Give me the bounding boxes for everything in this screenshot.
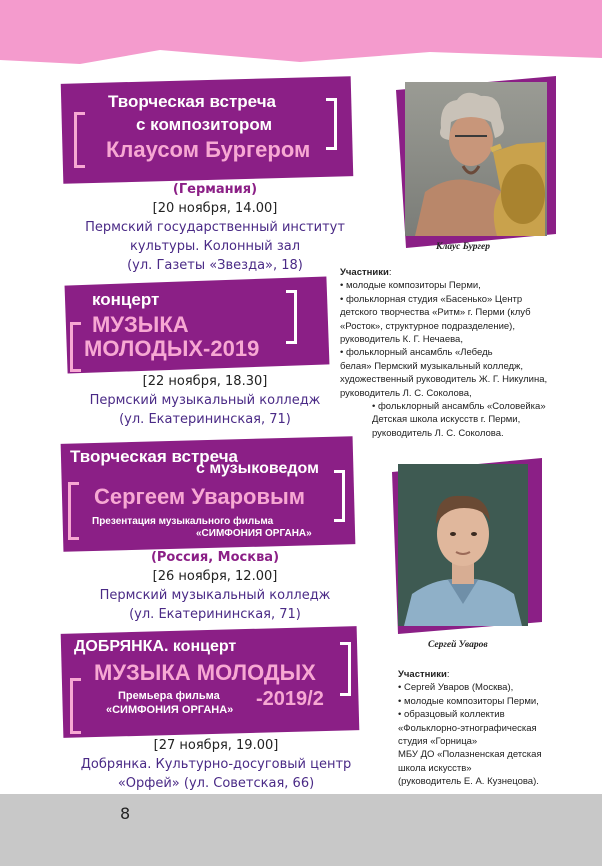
event4-film2: «СИМФОНИЯ ОРГАНА» [106,704,234,716]
participants1-item: белая» Пермский музыкальный колледж, [340,360,524,372]
participants2-item: • Сергей Уваров (Москва), [398,682,514,694]
event3-name: Сергеем Уваровым [94,484,306,509]
event3-country: (Россия, Москва) [150,550,280,565]
event4-title1: МУЗЫКА МОЛОДЫХ [94,660,316,685]
event1-bracket-left [74,112,85,168]
footer-band [0,794,602,866]
event4-bracket-right [340,642,351,696]
participants1-item: Детская школа искусств г. Перми, [372,414,521,426]
photo-sergei-uvarov [398,464,528,626]
participants1-item: руководитель Л. С. Соколова. [372,427,504,439]
event4-bracket-left [70,678,81,734]
event2-bracket-left [70,322,81,372]
event3-line1: Творческая встреча [70,447,239,466]
event2-title2: МОЛОДЫХ-2019 [84,336,260,361]
portrait-photo [398,464,528,626]
participants1-item: художественный руководитель Ж. Г. Никулина, [340,374,548,386]
event4-line1: ДОБРЯНКА. концерт [74,638,237,655]
photo2-caption: Сергей Уваров [428,640,488,650]
event1-datetime: [20 ноября, 14.00] [152,201,278,216]
event3-address: (ул. Екатерининская, 71) [129,607,301,622]
participants1-item: детского творчества «Ритм» г. Перми (клуб [340,307,531,319]
event1-line2: с композитором [136,115,273,134]
event2-venue1: Пермский музыкальный колледж [89,393,321,408]
participants2-item: (руководитель Е. А. Кузнецова). [398,776,539,788]
event2-datetime: [22 ноября, 18.30] [142,374,268,389]
event1-address: (ул. Газеты «Звезда», 18) [127,258,303,273]
top-decor-band [0,0,602,80]
event2-line1: концерт [92,290,160,309]
photo1-caption: Клаус Бургер [436,242,490,252]
participants1-item: «Росток», структурное подразделение), [340,320,515,332]
photo-klaus-burger [405,82,547,236]
event1-country: (Германия) [172,182,258,197]
event3-line2: с музыковедом [196,460,319,477]
participants1-item: руководитель Л. С. Соколова, [340,387,472,399]
event4-title2: -2019/2 [256,688,324,710]
event4-film1: Премьера фильма [118,690,220,702]
participants1: Участники: • молодые композиторы Перми, • фольклорная студия «Басенько» Центр детского творчества «Ритм» г. Перми (клуб «Росток», структурное подразделение), руководитель К. Г. Нечаева, • фольклорный ансамбль «Лебедь белая» Пермский музыкальный колледж, художественный руководитель Ж. Г. Никулина, руководитель Л. С. Соколова, • фольклорный ансамбль «Соловейка» Детская школа искусств г. Перми, руководитель Л. С. Соколова. [340,266,590,440]
participants1-item: • фольклорная студия «Басенько» Центр [340,293,523,305]
event4-datetime: [27 ноября, 19.00] [153,738,279,753]
event2-info [60,372,350,429]
event1-line1: Творческая встреча [108,92,277,111]
participants2-item: школа искусств» [398,762,472,774]
event2-address: (ул. Екатерининская, 71) [119,412,291,427]
event2-title1: МУЗЫКА [92,312,189,337]
participants1-item: • фольклорный ансамбль «Соловейка» [372,401,546,413]
page-number: 8 [120,804,131,823]
participants2: Участники: • Сергей Уваров (Москва), • молодые композиторы Перми, • образцовый коллектив «Фольклорно-этнографическая студия «Горница» МБУ ДО «Полазненская детская школа искусств» (руководитель Е. А. Кузнецова). [398,668,588,789]
event3-info [70,548,360,624]
event4-info [66,736,366,793]
participants2-heading: Участники [398,669,447,680]
event4-venue2: «Орфей» (ул. Советская, 66) [117,776,315,791]
participants2-item: • образцовый коллектив [398,709,505,721]
event3-film2: «СИМФОНИЯ ОРГАНА» [196,528,312,539]
participants2-item: • молодые композиторы Перми, [398,695,539,707]
event3-bracket-right [334,470,345,522]
participants1-item: • молодые композиторы Перми, [340,280,481,292]
participants2-item: МБУ ДО «Полазненская детская [398,749,542,761]
event3-bracket-left [68,482,79,540]
event1-info [70,180,360,275]
participants2-item: «Фольклорно-этнографическая [398,722,537,734]
event1-bracket-right [326,98,337,150]
participants1-heading: Участники [340,267,389,278]
event1-name: Клаусом Бургером [106,137,311,162]
event2-bracket-right [286,290,297,344]
event3-venue1: Пермский музыкальный колледж [99,588,331,603]
participants1-item: руководитель К. Г. Нечаева, [340,334,463,346]
event3-datetime: [26 ноября, 12.00] [152,569,278,584]
event4-venue1: Добрянка. Культурно-досуговый центр [80,757,352,772]
man-with-tuba-photo [405,82,547,236]
participants2-item: студия «Горница» [398,736,478,748]
participants1-item: • фольклорный ансамбль «Лебедь [340,347,493,359]
event3-film1: Презентация музыкального фильма [92,516,274,527]
event1-venue1: Пермский государственный институт [85,220,345,235]
event1-venue2: культуры. Колонный зал [129,239,301,254]
